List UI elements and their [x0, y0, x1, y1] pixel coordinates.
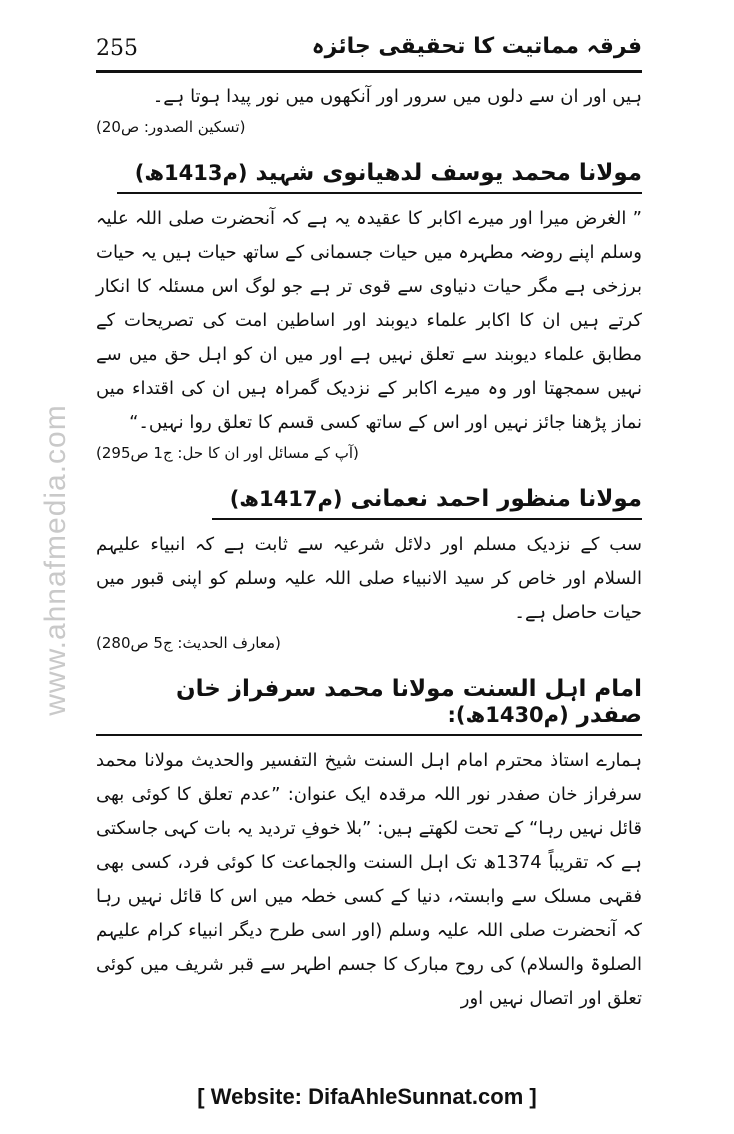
death-year: (م1417ھ) — [229, 487, 343, 511]
page-header — [96, 34, 642, 74]
death-year: (م1430ھ): — [447, 703, 569, 727]
section-heading — [117, 156, 642, 194]
intro-reference: (تسکین الصدور: ص20) — [96, 118, 246, 136]
section-reference: (معارف الحدیث: ج5 ص280) — [96, 634, 281, 652]
scholar-name: امام اہل السنت مولانا محمد سرفراز خان صفدر — [175, 676, 642, 728]
header-rule — [96, 70, 642, 73]
intro-paragraph: ہیں اور ان سے دلوں میں سرور اور آنکھوں میں نور پیدا ہوتا ہے۔ — [152, 86, 642, 107]
page-content — [96, 80, 642, 1016]
death-year: (م1413ھ) — [134, 161, 248, 185]
section-reference: (آپ کے مسائل اور ان کا حل: ج1 ص295) — [96, 444, 359, 462]
scholar-name: مولانا منظور احمد نعمانی — [350, 486, 642, 512]
scholar-name: مولانا محمد یوسف لدھیانوی شہید — [255, 160, 642, 186]
section-heading — [96, 672, 642, 736]
section-paragraph: ” الغرض میرا اور میرے اکابر کا عقیدہ یہ ہے کہ آنحضرت صلی اللہ علیہ وسلم اپنے روضہ مطہرہ میں حیات جسمانی کے ساتھ حیات ہیں یہ حیات برزخی ہے مگر حیات دنیاوی سے قوی تر ہے جو لوگ اس مسئلہ کا انکار کرتے ہیں ان کا اکابر علماء دیوبند اور اساطین امت کی تصریحات کے مطابق علماء دیوبند سے تعلق نہیں ہے اور میں ان کو اہل حق میں سے نہیں سمجھتا اور وہ میرے اکابر کے نزدیک گمراہ ہیں ان کی اقتداء میں نماز پڑھنا جائز نہیں اور اس کے ساتھ کسی قسم کا تعلق روا نہیں۔“ — [96, 208, 642, 433]
section-heading — [212, 482, 642, 520]
section-manzoor-nomani — [96, 470, 642, 656]
book-title: فرقہ مماتیت کا تحقیقی جائزہ — [311, 34, 642, 59]
section-paragraph: ہمارے استاذ محترم امام اہل السنت شیخ التفسیر والحدیث مولانا محمد سرفراز خان صفدر نور اللہ مرقدہ ایک عنوان: ”عدم تعلق کا کوئی بھی قائل نہیں رہا“ کے تحت لکھتے ہیں: ”بلا خوفِ تردید یہ بات کہی جاسکتی ہے کہ تقریباً 1374ھ تک اہل السنت والجماعت کا کوئی فرد، کسی بھی فقہی مسلک سے وابستہ، دنیا کے کسی خطہ میں اس کا قائل نہیں رہا کہ آنحضرت صلی اللہ علیہ وسلم (اور اسی طرح دیگر انبیاء کرام علیہم الصلوۃ والسلام) کی روح مبارک کا جسم اطہر سے قبر شریف میں کوئی تعلق اور اتصال نہیں اور — [96, 750, 642, 1009]
section-yusuf-ludhianvi — [96, 144, 642, 466]
website-footer: [ Website: DifaAhleSunnat.com ] — [197, 1084, 537, 1109]
page-number: 255 — [96, 36, 138, 61]
watermark-text: www.ahnafmedia.com — [39, 404, 72, 716]
section-paragraph: سب کے نزدیک مسلم اور دلائل شرعیہ سے ثابت ہے کہ انبیاء علیہم السلام اور خاص کر سید الانبیاء صلی اللہ علیہ وسلم کو اپنی قبور میں حیات حاصل ہے۔ — [96, 534, 642, 623]
section-sarfraz-safdar — [96, 660, 642, 1016]
